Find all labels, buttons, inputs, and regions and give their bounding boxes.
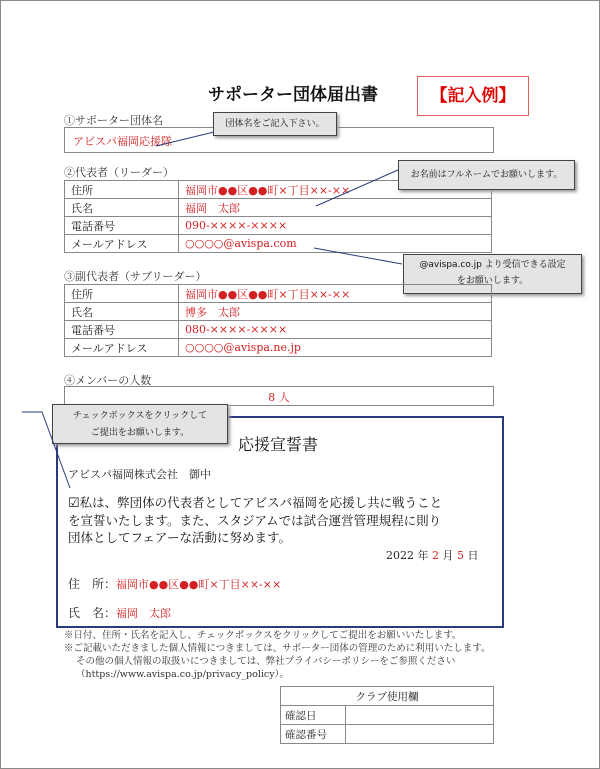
pledge-name-label: 氏 名： bbox=[68, 606, 117, 620]
table-row bbox=[65, 303, 492, 321]
date-month: 2 bbox=[432, 549, 439, 562]
leader-phone-label: 電話番号 bbox=[65, 217, 179, 235]
table-row bbox=[281, 725, 494, 744]
pledge-addressee: アビスパ福岡株式会社 御中 bbox=[68, 468, 211, 481]
confirm-number-label: 確認番号 bbox=[281, 725, 346, 744]
subleader-address-field[interactable]: 福岡市●●区●●町×丁目××-×× bbox=[179, 285, 492, 303]
subleader-email-field[interactable]: ○○○○@avispa.ne.jp bbox=[179, 339, 492, 357]
table-row bbox=[65, 235, 492, 253]
pledge-text-line: を宣誓いたします。また、スタジアムでは試合運営管理規程に則り bbox=[68, 513, 442, 528]
member-count-value: 8 人 bbox=[268, 391, 290, 404]
club-use-table bbox=[280, 686, 494, 744]
footnote-line: ※ご記載いただきました個人情報につきましては、サポーター団体の管理のために利用いたします。 bbox=[64, 643, 491, 654]
member-count-field[interactable] bbox=[64, 386, 494, 406]
table-row bbox=[281, 706, 494, 725]
example-badge: 【記入例】 bbox=[417, 76, 529, 116]
leader-email-label: メールアドレス bbox=[65, 235, 179, 253]
footnote-line: ※日付、住所・氏名を記入し、チェックボックスをクリックしてご提出をお願いいたします。 bbox=[64, 630, 462, 641]
confirm-date-label: 確認日 bbox=[281, 706, 346, 725]
pledge-text-line: 私は、弊団体の代表者としてアビスパ福岡を応援し共に戦うこと bbox=[79, 495, 443, 510]
pledge-address-label: 住 所： bbox=[68, 577, 117, 591]
fullname-callout: お名前はフルネームでお願いします。 bbox=[398, 160, 575, 190]
confirm-number-field bbox=[346, 725, 494, 744]
leader-phone-field[interactable]: 090-××××-×××× bbox=[179, 217, 492, 235]
table-row bbox=[65, 285, 492, 303]
section4-heading: ④メンバーの人数 bbox=[64, 374, 152, 387]
callout-pointer bbox=[310, 244, 406, 268]
checkbox-callout-line2: ご提出をお願いします。 bbox=[90, 428, 190, 438]
table-row bbox=[281, 687, 494, 706]
section3-heading: ③副代表者（サブリーダー） bbox=[64, 270, 207, 283]
pledge-date[interactable] bbox=[386, 547, 479, 563]
table-row bbox=[65, 339, 492, 357]
date-day: 5 bbox=[457, 549, 464, 562]
pledge-checkbox-icon[interactable]: ☑ bbox=[68, 496, 80, 511]
pledge-text bbox=[68, 494, 442, 546]
callout-pointer bbox=[310, 168, 402, 210]
subleader-name-field[interactable]: 博多 太郎 bbox=[179, 303, 492, 321]
group-name-value: アビスパ福岡応援隊 bbox=[73, 135, 172, 148]
leader-email-field[interactable]: ○○○○@avispa.com bbox=[179, 235, 492, 253]
leader-table bbox=[64, 180, 492, 253]
subleader-phone-field[interactable]: 080-××××-×××× bbox=[179, 321, 492, 339]
leader-address-field[interactable]: 福岡市●●区●●町×丁目××-×× bbox=[179, 181, 492, 199]
pledge-name-field[interactable]: 福岡 太郎 bbox=[116, 607, 172, 620]
club-use-header: クラブ使用欄 bbox=[281, 687, 494, 706]
page-title: サポーター団体届出書 bbox=[208, 85, 378, 105]
subleader-table bbox=[64, 284, 492, 357]
subleader-phone-label: 電話番号 bbox=[65, 321, 179, 339]
pledge-text-line: 団体としてフェアーな活動に努めます。 bbox=[68, 530, 292, 545]
pledge-box bbox=[56, 416, 504, 628]
date-year: 2022 年 bbox=[386, 549, 429, 562]
table-row bbox=[65, 217, 492, 235]
date-month-unit: 月 bbox=[442, 549, 454, 562]
checkbox-callout-line1: チェックボックスをクリックして bbox=[72, 411, 208, 421]
email-callout-line1: @avispa.co.jp より受信できる設定 bbox=[419, 260, 566, 270]
leader-address-label: 住所 bbox=[65, 181, 179, 199]
subleader-email-label: メールアドレス bbox=[65, 339, 179, 357]
subleader-name-label: 氏名 bbox=[65, 303, 179, 321]
leader-name-field[interactable]: 福岡 太郎 bbox=[179, 199, 492, 217]
section2-heading: ②代表者（リーダー） bbox=[64, 166, 174, 179]
checkbox-callout bbox=[52, 404, 228, 444]
pledge-address bbox=[68, 575, 281, 592]
table-row bbox=[65, 199, 492, 217]
privacy-policy-link[interactable]: （https://www.avispa.co.jp/privacy_policy）。 bbox=[76, 669, 289, 680]
footnote-line: その他の個人情報の取扱いにつきましては、弊社プライバシーポリシーをご参照ください bbox=[76, 656, 456, 667]
group-name-callout: 団体名をご記入下さい。 bbox=[213, 112, 337, 136]
callout-pointer bbox=[150, 128, 220, 150]
pledge-title: 応援宣誓書 bbox=[238, 435, 319, 454]
leader-name-label: 氏名 bbox=[65, 199, 179, 217]
date-day-unit: 日 bbox=[467, 549, 479, 562]
pledge-address-field[interactable]: 福岡市●●区●●町×丁目××-×× bbox=[116, 578, 282, 591]
confirm-date-field bbox=[346, 706, 494, 725]
callout-pointer bbox=[20, 410, 72, 492]
email-callout-line2: をお願いします。 bbox=[456, 276, 529, 286]
pledge-name bbox=[68, 604, 171, 621]
table-row bbox=[65, 321, 492, 339]
footnotes bbox=[64, 629, 491, 681]
section1-heading: ①サポーター団体名 bbox=[64, 114, 163, 127]
subleader-address-label: 住所 bbox=[65, 285, 179, 303]
